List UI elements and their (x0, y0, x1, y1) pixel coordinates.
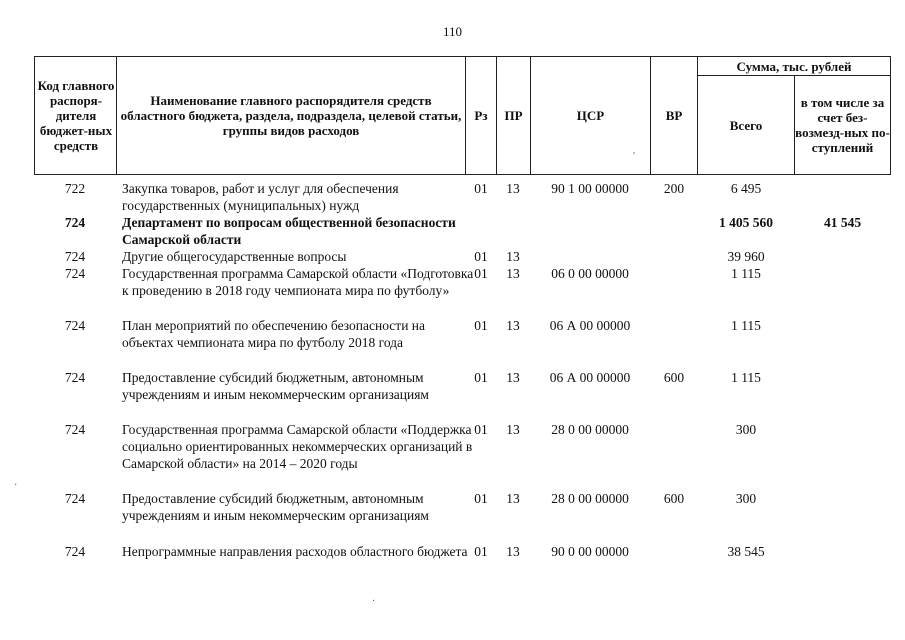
row-vr: 600 (663, 370, 685, 385)
row-rz: 01 (474, 544, 488, 559)
header-csr: ЦСР (576, 108, 605, 123)
header-vr: ВР (665, 108, 683, 123)
row-csr: 90 0 00 00000 (551, 544, 629, 559)
header-total: Всего (729, 117, 763, 133)
row-total: 1 115 (731, 266, 761, 281)
row-csr: 06 А 00 00000 (549, 370, 631, 385)
header-pr: ПР (504, 108, 523, 123)
row-code: 722 (64, 181, 86, 196)
row-pr: 13 (506, 544, 520, 559)
row-name: Другие общегосударственные вопросы (122, 249, 347, 264)
row-csr: 28 0 00 00000 (551, 422, 629, 437)
row-total: 6 495 (730, 181, 762, 196)
row-code: 724 (64, 215, 86, 230)
row-name: Закупка товаров, работ и услуг для обеспечения государственных (муниципальных) нужд (122, 181, 399, 213)
row-free: 41 545 (823, 215, 862, 230)
row-code: 724 (64, 544, 86, 559)
row-total: 39 960 (727, 249, 765, 264)
row-pr: 13 (506, 249, 520, 264)
row-name: План мероприятий по обеспечению безопасности на объектах чемпионата мира по футболу 2018 года (122, 318, 426, 350)
page-number: 110 (442, 24, 463, 39)
row-total: 300 (735, 422, 757, 437)
row-total: 1 115 (731, 370, 761, 385)
header-free: в том числе за счет без-возмезд-ных по-ступлений (795, 95, 890, 155)
header-divider (116, 56, 117, 175)
row-rz: 01 (474, 181, 488, 196)
row-csr: 28 0 00 00000 (551, 491, 629, 506)
header-name: Наименование главного распорядителя средств областного бюджета, раздела, подраздела, целевой статьи, группы видов расходов (120, 93, 462, 138)
row-name: Департамент по вопросам общественной безопасности Самарской области (122, 215, 456, 247)
row-rz: 01 (474, 249, 488, 264)
row-pr: 13 (506, 181, 520, 196)
row-code: 724 (64, 422, 86, 437)
row-rz: 01 (474, 370, 488, 385)
row-pr: 13 (506, 422, 520, 437)
row-csr: 90 1 00 00000 (551, 181, 629, 196)
row-code: 724 (64, 249, 86, 264)
row-name: Государственная программа Самарской области «Подготовка к проведению в 2018 году чемпионата мира по футболу» (122, 266, 474, 298)
row-name: Государственная программа Самарской области «Поддержка социально ориентированных некоммерческих организаций в Самарской области» на 2014 – 2020 годы (122, 422, 473, 471)
row-vr: 600 (663, 491, 685, 506)
row-csr: 06 0 00 00000 (551, 266, 629, 281)
row-rz: 01 (474, 266, 488, 281)
row-name: Предоставление субсидий бюджетным, автономным учреждениям и иным некоммерческим организациям (122, 491, 429, 523)
row-rz: 01 (474, 318, 488, 333)
row-total: 300 (735, 491, 757, 506)
row-name: Предоставление субсидий бюджетным, автономным учреждениям и иным некоммерческим организациям (122, 370, 429, 402)
scan-mark: ′ (633, 151, 636, 162)
row-total: 1 405 560 (719, 215, 773, 230)
row-pr: 13 (506, 370, 520, 385)
row-pr: 13 (506, 491, 520, 506)
row-total: 1 115 (731, 318, 761, 333)
row-code: 724 (64, 266, 86, 281)
row-name: Непрограммные направления расходов областного бюджета (122, 544, 468, 559)
row-code: 724 (64, 370, 86, 385)
row-rz: 01 (474, 491, 488, 506)
header-code: Код главного распоря-дителя бюджет-ных средств (37, 78, 115, 153)
row-code: 724 (64, 491, 86, 506)
row-total: 38 545 (727, 544, 765, 559)
row-pr: 13 (506, 266, 520, 281)
row-pr: 13 (506, 318, 520, 333)
scan-mark: · (372, 596, 376, 607)
header-sum: Сумма, тыс. рублей (736, 58, 852, 74)
row-rz: 01 (474, 422, 488, 437)
row-code: 724 (64, 318, 86, 333)
header-rz: Рз (474, 108, 488, 123)
scan-mark: · (14, 480, 18, 491)
row-vr: 200 (663, 181, 685, 196)
row-csr: 06 А 00 00000 (549, 318, 631, 333)
